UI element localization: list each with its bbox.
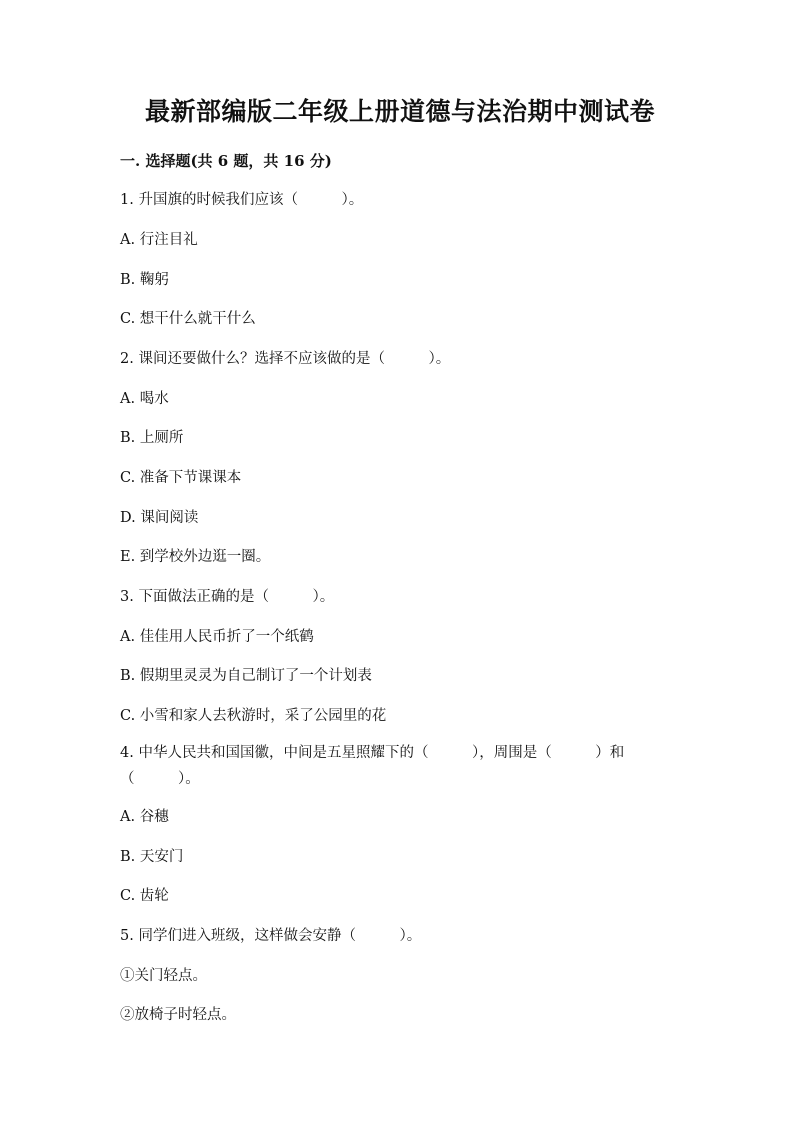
question-2-stem: 2. 课间还要做什么？选择不应该做的是（ ）。 [120,351,451,367]
question-2-option-d: D. 课间阅读 [120,510,199,526]
question-4-option-c: C. 齿轮 [120,888,169,904]
page-title: 最新部编版二年级上册道德与法治期中测试卷 [144,97,655,126]
question-2-option-b: B. 上厕所 [120,430,184,446]
question-1-option-c: C. 想干什么就干什么 [120,311,256,327]
question-3-option-c: C. 小雪和家人去秋游时，采了公园里的花 [120,708,387,724]
question-3-option-b: B. 假期里灵灵为自己制订了一个计划表 [120,668,372,684]
question-5-item-2: ②放椅子时轻点。 [120,1007,236,1023]
question-2-option-c: C. 准备下节课课本 [120,470,242,486]
question-2-option-a: A. 喝水 [120,391,169,407]
question-1-option-b: B. 鞠躬 [120,272,169,288]
question-4-stem: 4. 中华人民共和国国徽，中间是五星照耀下的（ ），周围是（ ）和（ ）。 [120,745,625,787]
question-4-option-b: B. 天安门 [120,849,184,865]
question-3-stem: 3. 下面做法正确的是（ ）。 [120,589,335,605]
question-1-stem: 1. 升国旗的时候我们应该（ ）。 [120,192,364,208]
question-2-option-e: E. 到学校外边逛一圈。 [120,549,271,565]
question-5-item-1: ①关门轻点。 [120,968,207,984]
question-1-option-a: A. 行注目礼 [120,232,198,248]
question-4-option-a: A. 谷穗 [120,809,169,825]
question-5-stem: 5. 同学们进入班级，这样做会安静（ ）。 [120,928,422,944]
question-3-option-a: A. 佳佳用人民币折了一个纸鹤 [120,629,314,645]
section-heading: 一. 选择题(共 6 题，共 16 分) [120,152,332,170]
